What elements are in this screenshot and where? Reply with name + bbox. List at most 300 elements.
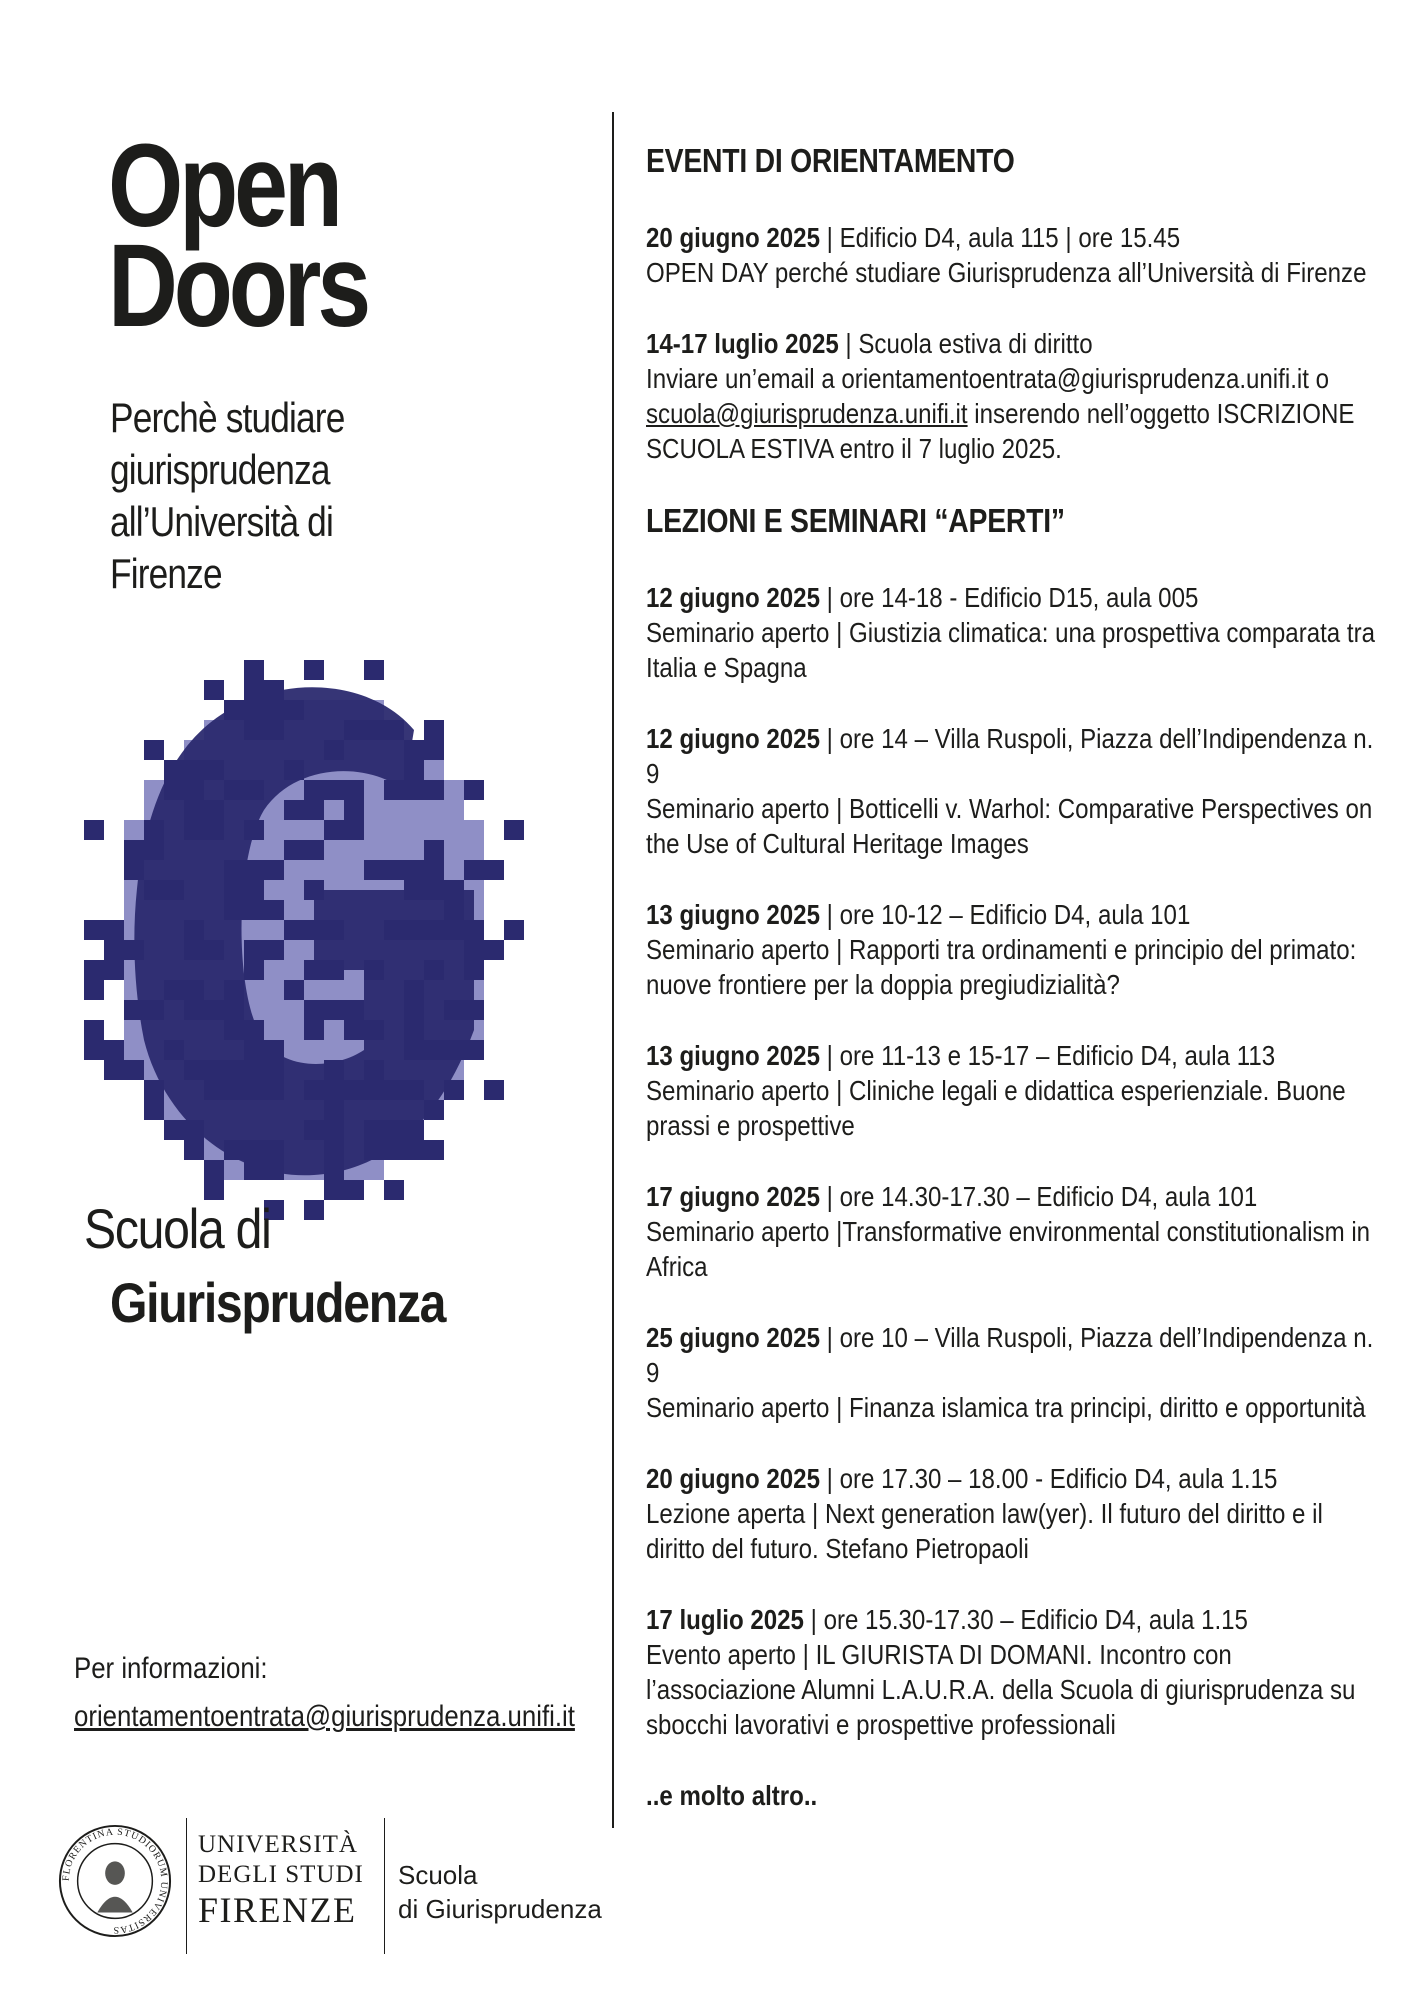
pixel-square — [304, 980, 324, 1000]
pixel-square — [384, 1180, 404, 1200]
pixel-square — [284, 760, 304, 780]
pixel-square — [304, 1020, 324, 1040]
event-date: 17 luglio 2025 — [646, 1604, 804, 1635]
pixel-square — [264, 960, 284, 980]
event-description: Lezione aperta | Next generation law(yer). Il futuro del diritto e il diritto del futuro. Stefano Pietropaoli — [646, 1498, 1323, 1564]
pixel-square — [204, 1160, 224, 1180]
pixel-square — [484, 1080, 504, 1100]
pixel-square — [404, 880, 424, 900]
closing-text — [646, 1778, 1386, 1813]
pixel-square — [204, 760, 224, 780]
pixel-square — [404, 820, 424, 840]
pixel-square — [184, 820, 204, 840]
pixel-square — [284, 1000, 304, 1020]
pixel-square — [324, 960, 344, 980]
school-name-line-2: Giurisprudenza — [110, 1271, 446, 1334]
pixel-square — [324, 1180, 344, 1200]
pixel-square — [84, 1040, 104, 1060]
pixel-square — [204, 940, 224, 960]
event-meta: | ore 11-13 e 15-17 – Edificio D4, aula 113 — [819, 1040, 1276, 1071]
pixel-square — [404, 860, 424, 880]
pixel-square — [444, 900, 464, 920]
pixel-square — [224, 980, 244, 1000]
pixel-square — [244, 1080, 264, 1100]
pixel-square — [184, 780, 204, 800]
closing-label: ..e molto altro.. — [646, 1780, 818, 1811]
pixel-square — [104, 960, 124, 980]
pixel-square — [184, 760, 204, 780]
pixel-square — [224, 860, 244, 880]
pixel-square — [424, 840, 444, 860]
pixel-square — [464, 840, 484, 860]
pixel-square — [344, 1080, 364, 1100]
pixel-square — [244, 1160, 264, 1180]
pixel-square — [244, 1060, 264, 1080]
pixel-square — [324, 820, 344, 840]
pixel-square — [304, 840, 324, 860]
pixel-square — [164, 760, 184, 780]
pixel-square — [344, 980, 364, 1000]
pixel-square — [504, 820, 524, 840]
event-item — [646, 721, 1386, 861]
pixel-square — [204, 800, 224, 820]
pixel-square — [84, 920, 104, 940]
pixel-square — [164, 780, 184, 800]
pixel-square — [424, 780, 444, 800]
pixel-square — [144, 740, 164, 760]
pixel-square — [444, 780, 464, 800]
footer-school-line-1: Scuola — [398, 1860, 478, 1890]
column-divider — [612, 112, 614, 1828]
event-meta: | ore 15.30-17.30 – Edificio D4, aula 1.15 — [803, 1604, 1248, 1635]
lezioni-list — [646, 580, 1386, 1742]
pixel-square — [264, 860, 284, 880]
event-description-line-2: inserendo nell’oggetto ISCRIZIONE — [967, 398, 1355, 429]
pixel-square — [384, 780, 404, 800]
pixel-square — [424, 820, 444, 840]
pixel-square — [324, 1040, 344, 1060]
event-meta: | ore 10 – Villa Ruspoli, Piazza dell’Indipendenza n. 9 — [646, 1322, 1374, 1388]
pixel-square — [204, 680, 224, 700]
pixel-square — [284, 960, 304, 980]
pixel-square — [244, 900, 264, 920]
event-item — [646, 1038, 1386, 1143]
event-item — [646, 897, 1386, 1002]
pixel-square — [244, 960, 264, 980]
pixel-square — [284, 980, 304, 1000]
footer-school-line-2: di Giurisprudenza — [398, 1894, 602, 1924]
pixel-square — [424, 880, 444, 900]
pixel-square — [224, 1160, 244, 1180]
pixel-square — [244, 920, 264, 940]
pixel-square — [204, 820, 224, 840]
footer-rule-1 — [186, 1818, 187, 1954]
event-date: 17 giugno 2025 — [646, 1181, 820, 1212]
pixel-square — [404, 1040, 424, 1060]
pixel-square — [104, 1060, 124, 1080]
event-description: Seminario aperto |Transformative environmental constitutionalism in Africa — [646, 1216, 1371, 1282]
pixel-square — [504, 920, 524, 940]
pixel-square — [264, 1040, 284, 1060]
university-seal-icon — [56, 1822, 174, 1940]
pixel-square — [304, 860, 324, 880]
pixel-square — [424, 760, 444, 780]
event-meta: | ore 14-18 - Edificio D15, aula 005 — [819, 582, 1199, 613]
pixel-square — [244, 780, 264, 800]
uni-line-1: UNIVERSITÀ — [198, 1831, 358, 1858]
pixel-square — [264, 1000, 284, 1020]
pixel-square — [484, 940, 504, 960]
pixel-square — [364, 1160, 384, 1180]
event-description: Seminario aperto | Botticelli v. Warhol: Comparative Perspectives on the Use of Cultural Heritage Images — [646, 793, 1373, 859]
uni-line-2: DEGLI STUDI — [198, 1861, 364, 1888]
pixel-square — [84, 960, 104, 980]
pixel-square — [164, 980, 184, 1000]
pixel-square — [304, 800, 324, 820]
university-footer-logo — [56, 1818, 626, 1954]
pixel-square — [284, 860, 304, 880]
pixel-square — [84, 1020, 104, 1040]
event-description: OPEN DAY perché studiare Giurisprudenza all’Università di Firenze — [646, 257, 1367, 288]
pixel-square — [424, 960, 444, 980]
pixel-square — [224, 900, 244, 920]
pixel-square — [124, 860, 144, 880]
event-date: 20 giugno 2025 — [646, 1463, 820, 1494]
pixel-square — [244, 720, 264, 740]
title-line-1: Open — [108, 120, 339, 252]
pixel-square — [324, 1000, 344, 1020]
uni-line-3: FIRENZE — [198, 1890, 357, 1930]
event-description-line-1: Inviare un’email a orientamentoentrata@giurisprudenza.unifi.it o — [646, 363, 1330, 394]
pixel-square — [344, 820, 364, 840]
pixel-square — [444, 920, 464, 940]
pixel-square — [444, 1000, 464, 1020]
event-item — [646, 1320, 1386, 1425]
pixel-square — [264, 680, 284, 700]
pixel-square — [284, 1020, 304, 1040]
pixel-square — [384, 820, 404, 840]
pixel-square — [164, 1040, 184, 1060]
pixel-square — [244, 940, 264, 960]
event-meta: | ore 14 – Villa Ruspoli, Piazza dell’Indipendenza n. 9 — [646, 723, 1374, 789]
pixel-square — [324, 1020, 344, 1040]
pixel-square — [324, 1100, 344, 1120]
pixel-square — [144, 1080, 164, 1100]
pixel-square — [144, 840, 164, 860]
pixel-square — [284, 940, 304, 960]
pixel-square — [324, 1160, 344, 1180]
university-wordmark — [198, 1830, 364, 1930]
pixel-square — [144, 1100, 164, 1120]
pixel-square — [104, 940, 124, 960]
pixel-square — [344, 1000, 364, 1020]
pixel-square — [424, 740, 444, 760]
events-column — [646, 142, 1386, 1813]
pixel-square — [384, 920, 404, 940]
pixel-square — [264, 920, 284, 940]
pixel-square — [204, 1080, 224, 1100]
event-item — [646, 1179, 1386, 1284]
pixel-square — [344, 1180, 364, 1200]
event-description: Seminario aperto | Finanza islamica tra principi, diritto e opportunità — [646, 1392, 1366, 1423]
event-meta: | ore 10-12 – Edificio D4, aula 101 — [819, 899, 1191, 930]
pixel-square — [144, 820, 164, 840]
event-item — [646, 1602, 1386, 1742]
pixel-square — [364, 1020, 384, 1040]
pixel-square — [364, 780, 384, 800]
pixel-square — [404, 800, 424, 820]
pixel-square — [184, 1120, 204, 1140]
pixel-square — [224, 1060, 244, 1080]
pixel-square — [384, 840, 404, 860]
pixel-square — [304, 1120, 324, 1140]
pixel-square — [224, 1080, 244, 1100]
pixel-square — [324, 800, 344, 820]
pixel-square — [324, 740, 344, 760]
pixel-square — [84, 980, 104, 1000]
pixel-square — [384, 1140, 404, 1160]
event-meta: | Scuola estiva di diritto — [838, 328, 1093, 359]
pixel-square — [104, 920, 124, 940]
pixel-square — [424, 920, 444, 940]
pixel-square — [384, 720, 404, 740]
pixel-square — [144, 1000, 164, 1020]
pixel-square — [404, 760, 424, 780]
event-meta: | ore 17.30 – 18.00 - Edificio D4, aula 1.15 — [819, 1463, 1278, 1494]
pixel-square — [184, 940, 204, 960]
pixel-square — [344, 860, 364, 880]
pixel-square — [324, 980, 344, 1000]
pixel-square — [324, 1140, 344, 1160]
pixel-square — [364, 840, 384, 860]
seal-text: FLORENTINA STUDIORUM UNIVERSITAS — [60, 1826, 170, 1936]
pixel-square — [264, 980, 284, 1000]
pixel-square — [304, 1080, 324, 1100]
pixel-square — [184, 980, 204, 1000]
pixel-square — [324, 920, 344, 940]
pixel-square — [404, 1140, 424, 1160]
pixel-square — [304, 960, 324, 980]
pixel-square — [404, 920, 424, 940]
pixel-square — [304, 1000, 324, 1020]
pixel-square — [324, 1120, 344, 1140]
pixel-square — [484, 860, 504, 880]
pixel-square — [364, 660, 384, 680]
summer-school-email-link[interactable]: scuola@giurisprudenza.unifi.it — [646, 398, 968, 429]
pixel-square — [404, 1020, 424, 1040]
pixel-square — [444, 880, 464, 900]
pixel-square — [244, 1140, 264, 1160]
pixel-square — [444, 1040, 464, 1060]
event-description: Seminario aperto | Giustizia climatica: una prospettiva comparata tra Italia e Spagna — [646, 617, 1375, 683]
event-description: Seminario aperto | Cliniche legali e didattica esperienziale. Buone prassi e prospettive — [646, 1075, 1346, 1141]
pixel-square — [464, 940, 484, 960]
pixel-square — [444, 800, 464, 820]
event-date: 12 giugno 2025 — [646, 723, 820, 754]
pixel-square — [344, 720, 364, 740]
pixel-square — [264, 900, 284, 920]
pixel-square — [464, 960, 484, 980]
pixel-square — [364, 1120, 384, 1140]
pixel-square — [284, 800, 304, 820]
poster-title — [108, 120, 368, 352]
pixel-square — [284, 920, 304, 940]
pixel-square — [364, 960, 384, 980]
pixel-square — [244, 1020, 264, 1040]
pixel-square — [424, 1140, 444, 1160]
pixel-square — [464, 1000, 484, 1020]
pixel-square — [464, 920, 484, 940]
event-date: 13 giugno 2025 — [646, 1040, 820, 1071]
pixel-square — [164, 880, 184, 900]
pixel-square — [304, 1200, 324, 1220]
title-line-2: Doors — [108, 220, 368, 352]
pixel-square — [304, 660, 324, 680]
event-item — [646, 220, 1386, 290]
event-date: 12 giugno 2025 — [646, 582, 820, 613]
pixel-square — [324, 780, 344, 800]
pixel-square — [224, 880, 244, 900]
pixel-square — [224, 780, 244, 800]
pixel-square — [204, 1000, 224, 1020]
pixel-square — [224, 1020, 244, 1040]
pixel-square — [404, 780, 424, 800]
pixel-square — [344, 780, 364, 800]
pixel-square — [264, 1140, 284, 1160]
pixel-g-logo — [64, 640, 524, 1220]
event-meta: | Edificio D4, aula 115 | ore 15.45 — [819, 222, 1181, 253]
pixel-square — [184, 920, 204, 940]
pixel-square — [404, 980, 424, 1000]
pixel-square — [264, 720, 284, 740]
pixel-square — [244, 680, 264, 700]
school-name-line-1: Scuola di — [84, 1197, 271, 1260]
pixel-square — [264, 840, 284, 860]
pixel-square — [144, 880, 164, 900]
pixel-square — [104, 1040, 124, 1060]
event-date: 13 giugno 2025 — [646, 899, 820, 930]
event-meta: | ore 14.30-17.30 – Edificio D4, aula 101 — [819, 1181, 1258, 1212]
pixel-square — [284, 820, 304, 840]
pixel-square — [424, 1040, 444, 1060]
pixel-square — [244, 1040, 264, 1060]
pixel-square — [324, 860, 344, 880]
pixel-square — [284, 700, 304, 720]
pixel-square — [404, 740, 424, 760]
pixel-square — [244, 660, 264, 680]
pixel-square — [264, 700, 284, 720]
event-description: Evento aperto | IL GIURISTA DI DOMANI. Incontro con l’associazione Alumni L.A.U.R.A. della Scuola di giurisprudenza su sbocchi lavorativi e prospettive professionali — [646, 1639, 1356, 1740]
pixel-square — [324, 840, 344, 860]
event-item — [646, 580, 1386, 685]
pixel-square — [264, 1020, 284, 1040]
pixel-square — [124, 820, 144, 840]
pixel-square — [304, 780, 324, 800]
pixel-square — [84, 820, 104, 840]
pixel-square — [164, 1120, 184, 1140]
event-date: 14-17 luglio 2025 — [646, 328, 839, 359]
pixel-square — [224, 1000, 244, 1020]
pixel-square — [264, 1160, 284, 1180]
pixel-square — [424, 860, 444, 880]
pixel-square — [384, 860, 404, 880]
pixel-square — [264, 880, 284, 900]
info-email-link[interactable]: orientamentoentrata@giurisprudenza.unifi.it — [74, 1700, 575, 1733]
info-label: Per informazioni: — [74, 1652, 268, 1685]
footer-school — [398, 1858, 602, 1926]
pixel-square — [464, 860, 484, 880]
pixel-square — [184, 800, 204, 820]
pixel-square — [244, 880, 264, 900]
event-description: Seminario aperto | Rapporti tra ordinamenti e principio del primato: nuove frontiere per la doppia pregiudizialità? — [646, 934, 1357, 1000]
pixel-square — [364, 800, 384, 820]
section-heading-orientamento: EVENTI DI ORIENTAMENTO — [646, 142, 1015, 179]
pixel-square — [364, 1080, 384, 1100]
pixel-square — [404, 1120, 424, 1140]
pixel-square — [264, 1080, 284, 1100]
pixel-square — [424, 720, 444, 740]
pixel-square — [284, 840, 304, 860]
pixel-square — [244, 700, 264, 720]
pixel-square — [264, 1060, 284, 1080]
pixel-square — [444, 860, 464, 880]
pixel-square — [224, 700, 244, 720]
pixel-square — [444, 840, 464, 860]
pixel-square — [364, 1140, 384, 1160]
pixel-square — [324, 1060, 344, 1080]
event-date: 20 giugno 2025 — [646, 222, 820, 253]
pixel-square — [384, 1120, 404, 1140]
section-heading-lezioni: LEZIONI E SEMINARI “APERTI” — [646, 502, 1065, 539]
pixel-square — [304, 880, 324, 900]
pixel-square — [184, 1140, 204, 1160]
pixel-square — [364, 1060, 384, 1080]
pixel-square — [324, 1080, 344, 1100]
pixel-square — [444, 1080, 464, 1100]
pixel-square — [184, 1000, 204, 1020]
pixel-square — [424, 800, 444, 820]
pixel-square — [384, 1080, 404, 1100]
pixel-square — [124, 840, 144, 860]
pixel-square — [344, 800, 364, 820]
pixel-square — [364, 860, 384, 880]
pixel-square — [264, 940, 284, 960]
pixel-square — [304, 1040, 324, 1060]
pixel-square — [124, 1000, 144, 1020]
pixel-square — [124, 1040, 144, 1060]
pixel-square — [404, 1080, 424, 1100]
pixel-square — [204, 1060, 224, 1080]
pixel-square — [124, 940, 144, 960]
pixel-square — [244, 860, 264, 880]
pixel-square — [344, 1020, 364, 1040]
pixel-square — [364, 820, 384, 840]
event-item — [646, 1461, 1386, 1566]
event-description-line-3: SCUOLA ESTIVA entro il 7 luglio 2025. — [646, 433, 1062, 464]
pixel-square — [364, 720, 384, 740]
pixel-square — [244, 820, 264, 840]
event-date: 25 giugno 2025 — [646, 1322, 820, 1353]
pixel-square — [284, 900, 304, 920]
pixel-square — [344, 840, 364, 860]
pixel-square — [444, 820, 464, 840]
pixel-square — [464, 820, 484, 840]
pixel-square — [184, 1060, 204, 1080]
poster-subtitle: Perchè studiare giurisprudenza all’Università di Firenze — [110, 394, 345, 597]
pixel-square — [264, 820, 284, 840]
pixel-square — [124, 1060, 144, 1080]
pixel-square — [464, 1040, 484, 1060]
